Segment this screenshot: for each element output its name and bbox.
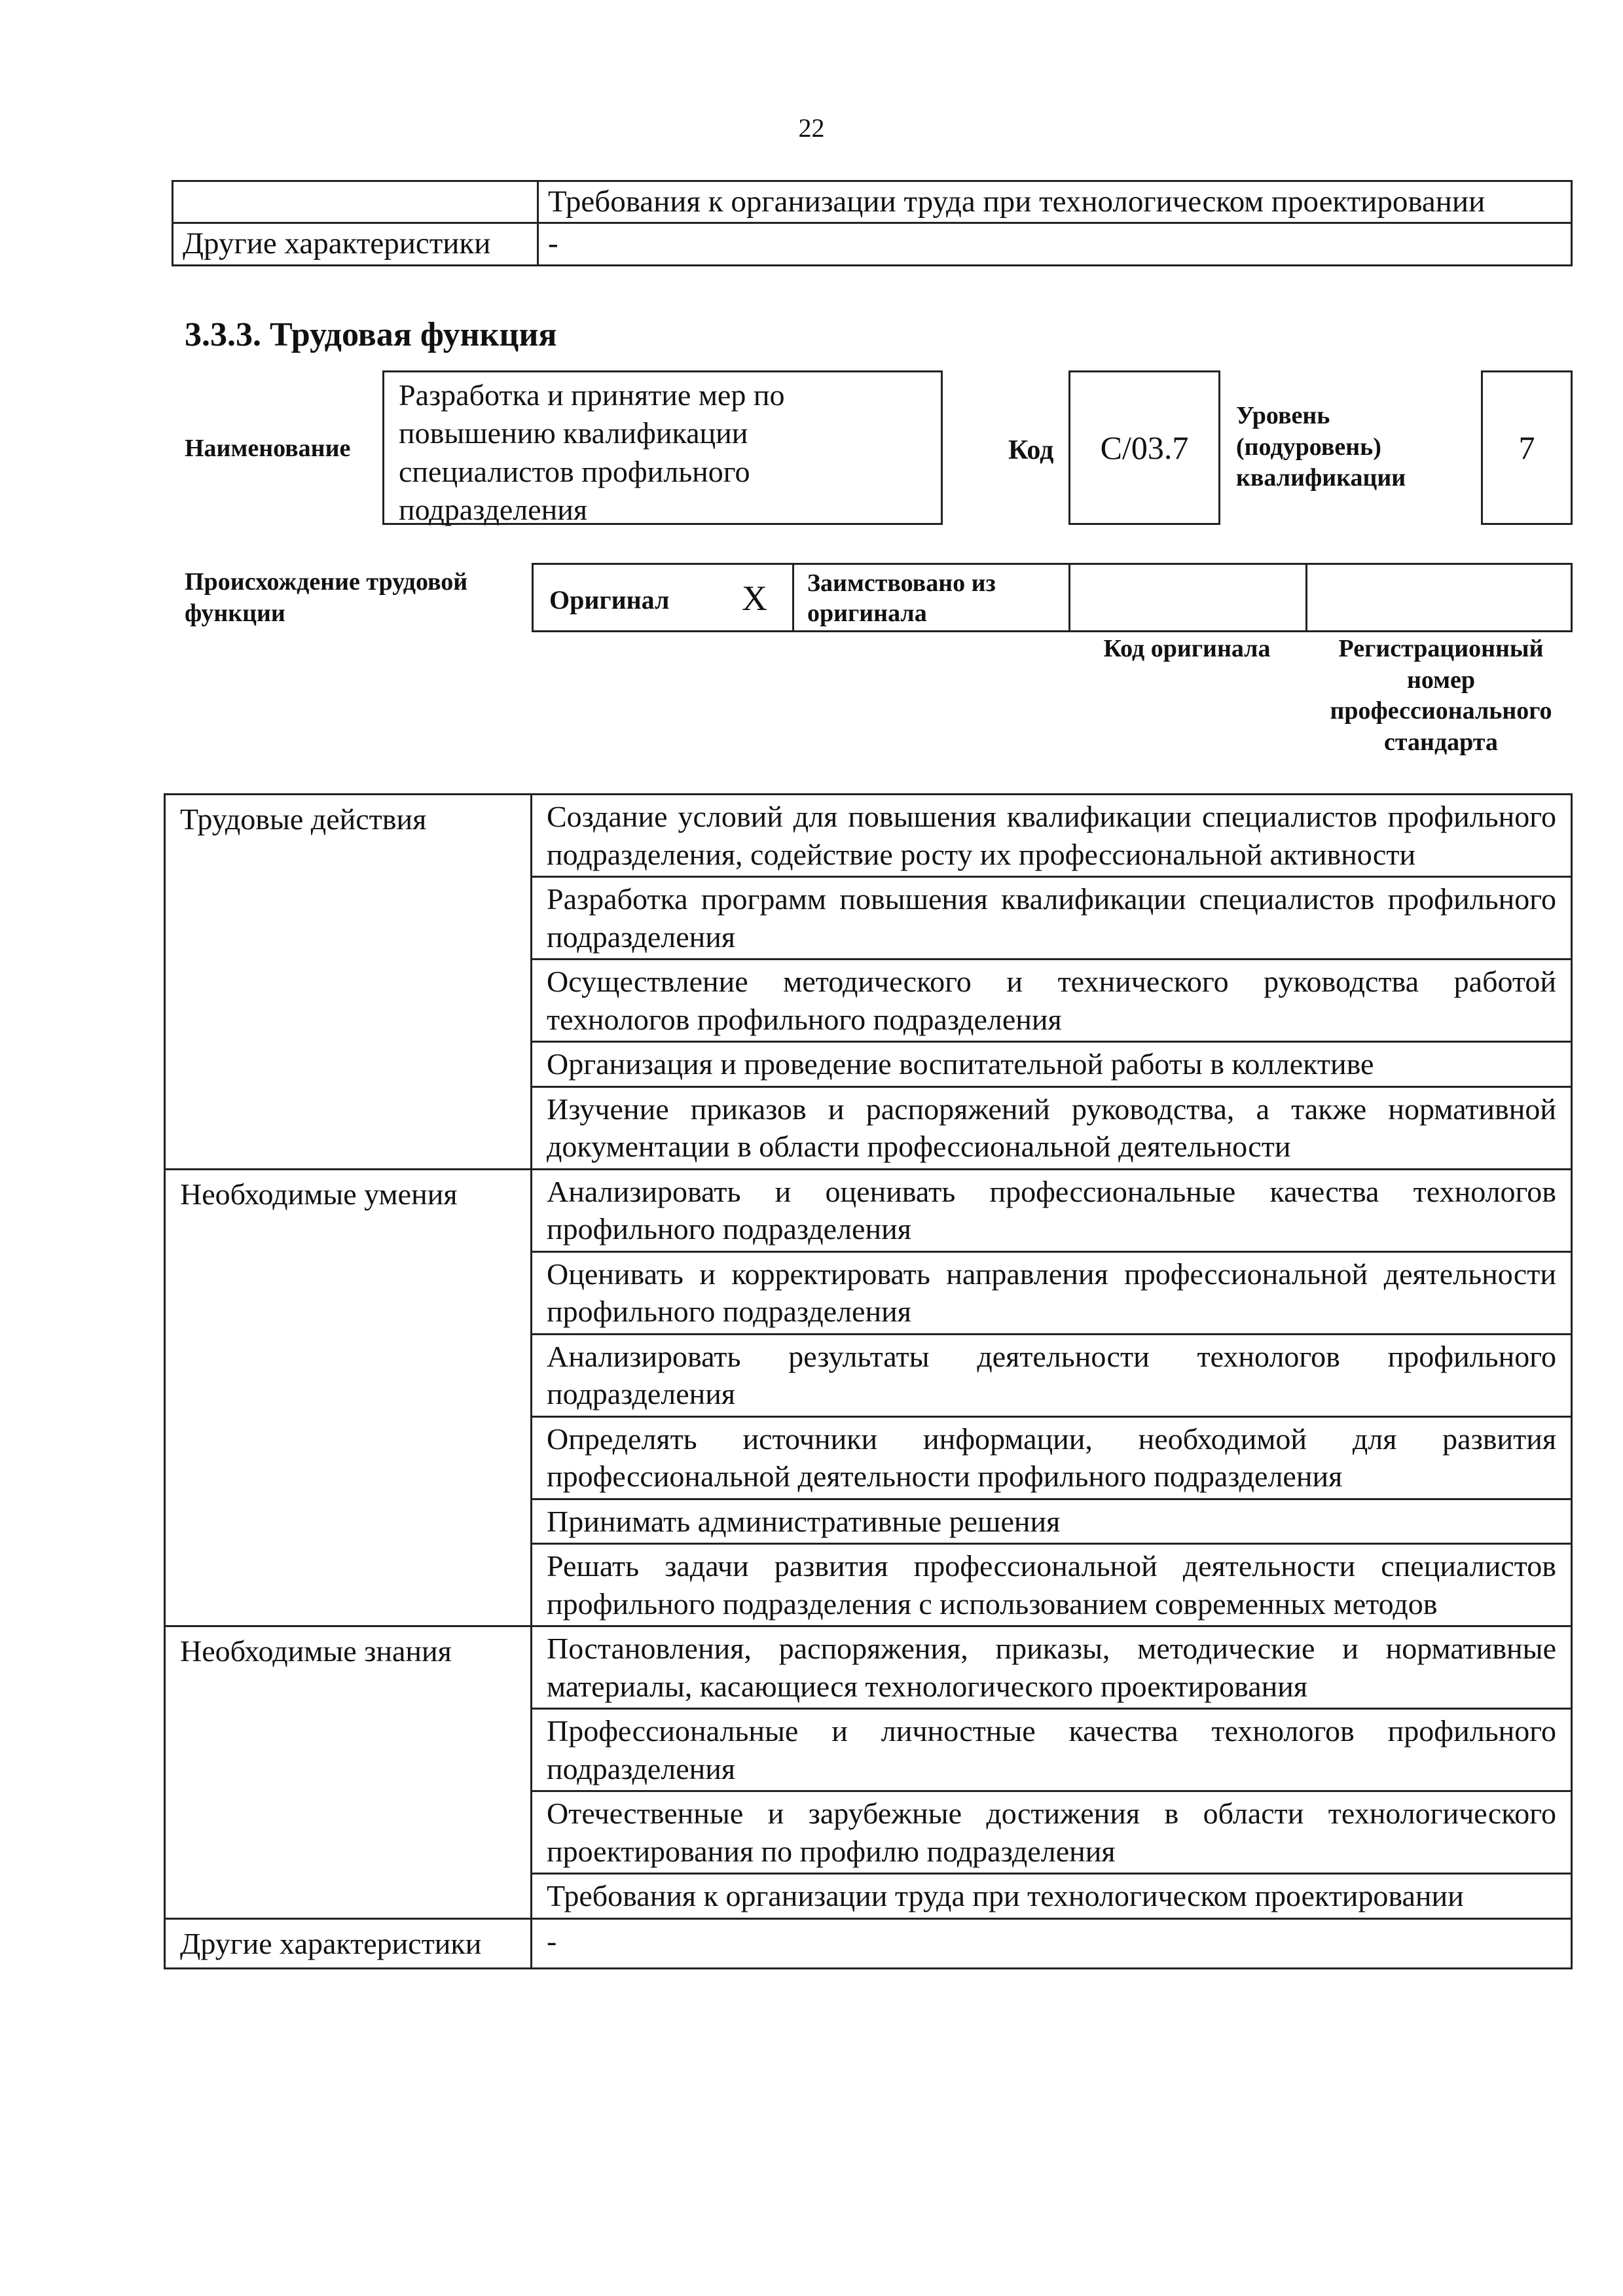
requirement-item: Требования к организации труда при технологическом проектировании bbox=[538, 181, 1572, 223]
other-characteristics-value: - bbox=[538, 223, 1572, 265]
required-skill-item: Принимать административные решения bbox=[532, 1499, 1572, 1544]
table-row bbox=[165, 1918, 1572, 1969]
labor-action-group-label: Трудовые действия bbox=[165, 795, 532, 1170]
required-skill-item: Определять источники информации, необходимой для развития профессиональной деятельности профильного подразделения bbox=[532, 1416, 1572, 1499]
required-skill-item: Оценивать и корректировать направления профессиональной деятельности профильного подразделения bbox=[532, 1251, 1572, 1334]
table-row bbox=[165, 1626, 1572, 1709]
other-characteristics-value: - bbox=[532, 1918, 1572, 1969]
code-value: C/03.7 bbox=[1068, 370, 1220, 525]
code-label: Код bbox=[1008, 435, 1054, 465]
function-name-box: Разработка и принятие мер по повышению квалификации специалистов профильного подразделения bbox=[382, 370, 943, 525]
section-title: 3.3.3. Трудовая функция bbox=[185, 316, 557, 353]
other-characteristics-label: Другие характеристики bbox=[173, 223, 538, 265]
continuation-table bbox=[172, 180, 1573, 266]
original-mark: X bbox=[742, 579, 767, 618]
table-row bbox=[165, 1169, 1572, 1251]
page-number: 22 bbox=[798, 113, 825, 143]
other-characteristics-label: Другие характеристики bbox=[165, 1918, 532, 1969]
required-skill-item: Анализировать результаты деятельности технологов профильного подразделения bbox=[532, 1334, 1572, 1416]
original-cell bbox=[534, 565, 794, 630]
level-value: 7 bbox=[1481, 370, 1573, 525]
original-code-caption: Код оригинала bbox=[1103, 635, 1271, 662]
borrowed-label: Заимствовано из оригинала bbox=[807, 569, 996, 627]
required-knowledge-item: Отечественные и зарубежные достижения в области технологического проектирования по профилю подразделения bbox=[532, 1791, 1572, 1874]
origin-row bbox=[532, 563, 1573, 632]
required-skill-item: Анализировать и оценивать профессиональные качества технологов профильного подразделения bbox=[532, 1169, 1572, 1251]
name-label: Наименование bbox=[185, 435, 351, 462]
empty-label-cell bbox=[173, 181, 538, 223]
required-knowledge-group-label: Необходимые знания bbox=[165, 1626, 532, 1919]
table-row bbox=[173, 181, 1572, 223]
function-details-table bbox=[164, 793, 1573, 1969]
labor-action-item: Разработка программ повышения квалификации специалистов профильного подразделения bbox=[532, 877, 1572, 960]
table-row bbox=[165, 795, 1572, 877]
registration-number-cell bbox=[1307, 565, 1571, 630]
required-knowledge-item: Профессиональные и личностные качества технологов профильного подразделения bbox=[532, 1709, 1572, 1791]
original-code-cell bbox=[1070, 565, 1307, 630]
level-label: Уровень (подуровень) квалификации bbox=[1236, 402, 1406, 492]
required-skill-item: Решать задачи развития профессиональной деятельности специалистов профильного подразделения с использованием современных методов bbox=[532, 1544, 1572, 1626]
required-skill-group-label: Необходимые умения bbox=[165, 1169, 532, 1626]
original-label: Оригинал bbox=[549, 585, 670, 615]
labor-action-item: Изучение приказов и распоряжений руководства, а также нормативной документации в области профессиональной деятельности bbox=[532, 1086, 1572, 1169]
labor-action-item: Организация и проведение воспитательной работы в коллективе bbox=[532, 1042, 1572, 1087]
required-knowledge-item: Постановления, распоряжения, приказы, методические и нормативные материалы, касающиеся технологического проектирования bbox=[532, 1626, 1572, 1709]
origin-label: Происхождение трудовой функции bbox=[185, 568, 468, 627]
registration-number-caption: Регистрационный номер профессионального стандарта bbox=[1330, 635, 1552, 756]
borrowed-cell bbox=[794, 565, 1070, 630]
labor-action-item: Создание условий для повышения квалификации специалистов профильного подразделения, содействие росту их профессиональной активности bbox=[532, 795, 1572, 877]
required-knowledge-item: Требования к организации труда при технологическом проектировании bbox=[532, 1874, 1572, 1919]
labor-action-item: Осуществление методического и технического руководства работой технологов профильного подразделения bbox=[532, 960, 1572, 1042]
table-row bbox=[173, 223, 1572, 265]
